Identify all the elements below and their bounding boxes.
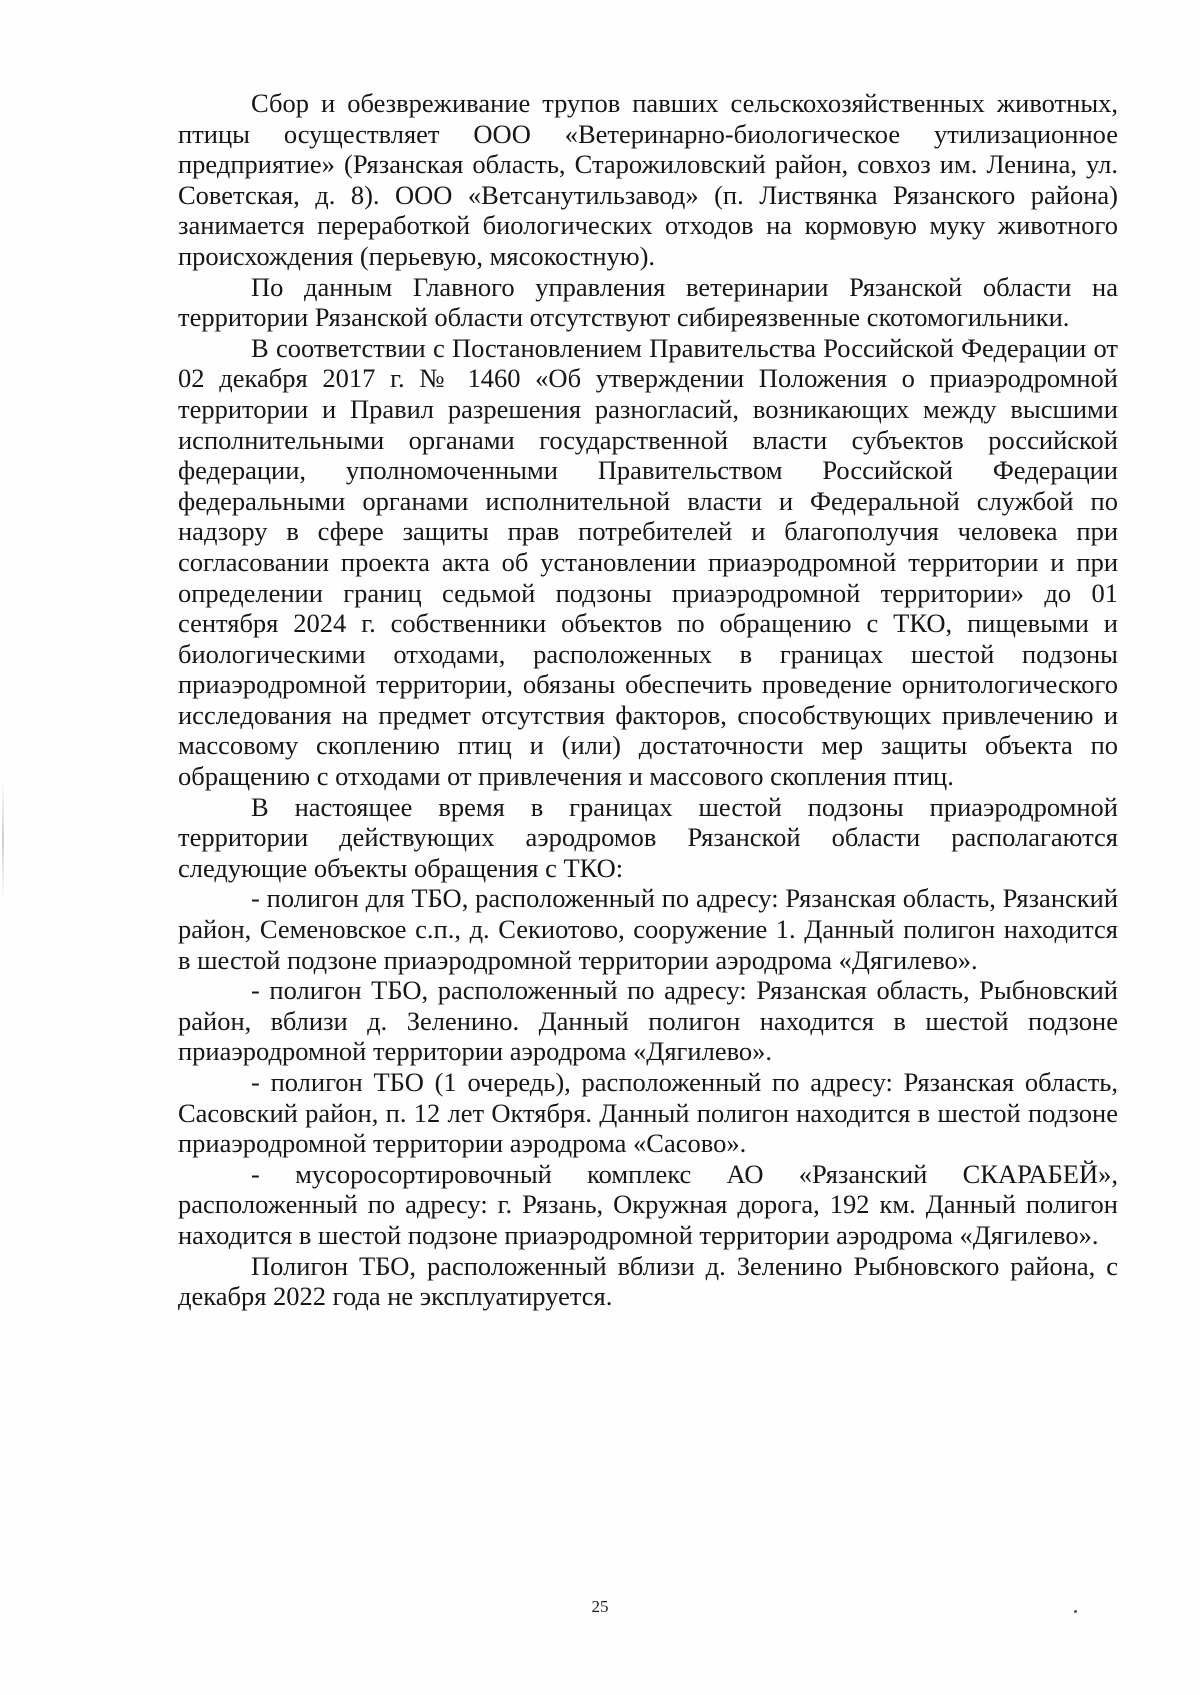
paragraph-animal-carcass-disposal: Сбор и обезвреживание трупов павших сельскохозяйственных животных, птицы осуществляет ООО «Ветеринарно-биологическое утилизационное предприятие» (Рязанская область, Старожиловский район, совхоз им. Ленина, ул. Советская, д. 8). ООО «Ветсанутильзавод» (п. Листвянка Рязанского района) занимается переработкой биологических отходов на кормовую муку животного происхождения (перьевую, мясокостную).	[178, 88, 1118, 271]
scan-speck	[1074, 1610, 1077, 1613]
list-item-landfill-sasovo: - полигон ТБО (1 очередь), расположенный по адресу: Рязанская область, Сасовский район, п. 12 лет Октября. Данный полигон находится в шестой подзоне приаэродромной территории аэродрома «Сасово».	[178, 1067, 1118, 1159]
scan-edge-mark	[2, 780, 4, 900]
list-item-sorting-complex-skarabey: - мусоросортировочный комплекс АО «Рязанский СКАРАБЕЙ», расположенный по адресу: г. Рязань, Окружная дорога, 192 км. Данный полигон находится в шестой подзоне приаэродромной территории аэродрома «Дягилево».	[178, 1158, 1118, 1250]
list-item-landfill-zelenino: - полигон ТБО, расположенный по адресу: Рязанская область, Рыбновский район, вблизи д. Зеленино. Данный полигон находится в шестой подзоне приаэродромной территории аэродрома «Дягилево».	[178, 975, 1118, 1067]
paragraph-closing-note: Полигон ТБО, расположенный вблизи д. Зеленино Рыбновского района, с декабря 2022 года не эксплуатируется.	[178, 1250, 1118, 1312]
paragraph-current-objects-intro: В настоящее время в границах шестой подзоны приаэродромной территории действующих аэродромов Рязанской области располагаются следующие объекты обращения с ТКО:	[178, 791, 1118, 883]
list-item-landfill-sekiotovo: - полигон для ТБО, расположенный по адресу: Рязанская область, Рязанский район, Семеновское с.п., д. Секиотово, сооружение 1. Данный полигон находится в шестой подзоне приаэродромной территории аэродрома «Дягилево».	[178, 883, 1118, 975]
page-number: 25	[591, 1597, 609, 1616]
document-body	[178, 88, 1118, 1312]
paragraph-government-decree: В соответствии с Постановлением Правительства Российской Федерации от 02 декабря 2017 г. № 1460 «Об утверждении Положения о приаэродромной территории и Правил разрешения разногласий, возникающих между высшими исполнительными органами государственной власти субъектов российской федерации, уполномоченными Правительством Российской Федерации федеральными органами исполнительной власти и Федеральной службой по надзору в сфере защиты прав потребителей и благополучия человека при согласовании проекта акта об установлении приаэродромной территории и при определении границ седьмой подзоны приаэродромной территории» до 01 сентября 2024 г. собственники объектов по обращению с ТКО, пищевыми и биологическими отходами, расположенных в границах шестой подзоны приаэродромной территории, обязаны обеспечить проведение орнитологического исследования на предмет отсутствия факторов, способствующих привлечению и массовому скоплению птиц и (или) достаточности мер защиты объекта по обращению с отходами от привлечения и массового скопления птиц.	[178, 332, 1118, 792]
paragraph-anthrax-burial-grounds: По данным Главного управления ветеринарии Рязанской области на территории Рязанской области отсутствуют сибиреязвенные скотомогильники.	[178, 271, 1118, 333]
